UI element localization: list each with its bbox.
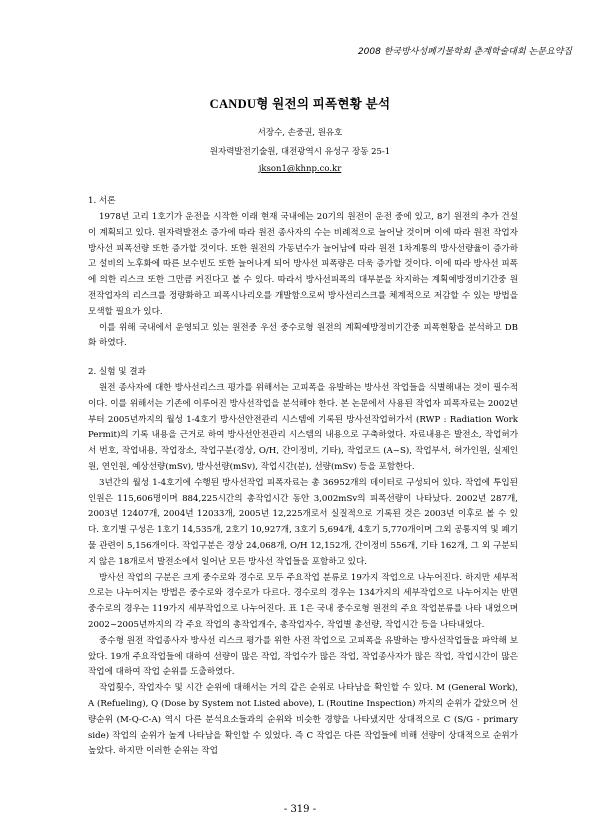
section-heading: 1. 서론 — [88, 196, 116, 206]
author-list: 서장수, 손중권, 원유호 — [257, 128, 343, 138]
section-intro-body — [88, 210, 518, 352]
section-heading-intro — [88, 194, 518, 210]
body-paragraph: 이를 위해 국내에서 운영되고 있는 원전중 우선 중수로형 원전의 계획예방정비기간중 피폭현황을 분석하고 DB화 하였다. — [88, 322, 518, 349]
body-paragraph: 작업횟수, 작업자수 및 시간 순위에 대해서는 거의 같은 순위로 나타남을 확인할 수 있다. M (General Work), A (Refueling), Q (Dose by System not Listed above), L (Routine Inspection) 까지의 순위가 같았으며 선량순위 (M-Q-C-A) 역시 다른 분석요소들과의 순위와 비슷한 경향을 나타냈지만 상대적으로 C (S/G - primary side) 작업의 순위가 높게 나타남을 확인할 수 있었다. 즉 C 작업은 다른 작업들에 비해 선량이 상대적으로 순위가 높았다. 하지만 이러한 순위는 작업 — [88, 683, 518, 757]
section-heading: 2. 실험 및 결과 — [88, 367, 146, 377]
body-paragraph: 1978년 고리 1호기가 운전을 시작한 이래 현재 국내에는 20기의 원전이 운전 중에 있고, 8기 원전의 추가 건설이 계획되고 있다. 원자력발전소 증가에 따라 원전 종사자의 수는 비례적으로 늘어날 것이며 이에 따라 원전 작업자 방사선 피폭선량 또한 증가할 것이다. 또한 원전의 가동년수가 늘어남에 따라 원전 1차계통의 방사선량율이 증가하고 설비의 노후화에 따른 보수빈도 또한 늘어나게 되어 방사선 피폭량은 더욱 증가할 것이다. 이에 따라 방사선 피폭에 의한 리스크 또한 그만큼 커진다고 볼 수 있다. 따라서 방사선피폭의 대부분을 차지하는 계획예방정비기간중 원전작업자의 리스크를 정량화하고 피폭시나리오를 개발함으로써 방사선리스크를 체계적으로 저감할 수 있는 방법을 모색할 필요가 있다. — [88, 212, 518, 317]
paper-title: CANDU형 원전의 피폭현황 분석 — [209, 97, 391, 111]
body-paragraph: 중수형 원전 작업종사자 방사선 리스크 평가를 위한 사전 작업으로 고피폭을 유발하는 방사선작업들을 파악해 보았다. 19개 주요작업들에 대하여 선량이 많은 작업, 작업수가 많은 작업, 작업종사자가 많은 작업, 작업시간이 많은 작업에 대하여 작업 순위를 도출하였다. — [88, 635, 518, 678]
section-heading-results — [88, 365, 518, 381]
section-results-body — [88, 381, 518, 760]
page-number: - 319 - — [283, 804, 317, 815]
body-paragraph: 방사선 작업의 구분은 크게 중수로와 경수로 모두 주요작업 분류로 19가지 작업으로 나누어진다. 하지만 세부적으로는 나누어지는 방법은 중수로와 경수로가 다르다. 경수로의 경우는 134가지의 세부작업으로 나누어지는 반면 중수로의 경우는 119가지 세부작업으로 나누어진다. 표 1은 국내 중수로형 원전의 주요 작업분류를 나타 내었으며 2002~2005년까지의 각 주요 작업의 총작업개수, 총작업자수, 작업별 총선량, 작업시간 등을 나타내었다. — [88, 572, 518, 630]
running-header: 2008 한국방사성폐기물학회 춘계학술대회 논문요약집 — [357, 47, 572, 57]
body-paragraph: 3년간의 월성 1-4호기에 수행된 방사선작업 피폭자료는 총 36952개의 데이터로 구성되어 있다. 작업에 투입된 인원은 115,606명이며 884,225시간의 총작업시간 동안 3,002mSv의 피폭선량이 나타났다. 2002년 287개, 2003년 12407개, 2004년 12033개, 2005년 12,225개로서 실질적으로 기록된 것은 2003년 이후로 볼 수 있다. 호기별 구성은 1호기 14,535개, 2호기 10,927개, 3호기 5,694개, 4호기 5,770개이며 그외 공통지역 및 폐기물 관련이 5,156개이다. 작업구분은 경상 24,068개, O/H 12,152개, 간이정비 556개, 기타 162개, 그 외 구분되지 않은 18개로서 발전소에서 일어난 모든 방사선 작업들을 포함하고 있다. — [88, 477, 518, 567]
author-email[interactable]: jkson1@khnp.co.kr — [258, 164, 342, 174]
affiliation: 원자력발전기술원, 대전광역시 유성구 장동 25-1 — [209, 147, 391, 157]
body-paragraph: 원전 종사자에 대한 방사선리스크 평가를 위해서는 고피폭을 유발하는 방사선 작업들을 식별해내는 것이 필수적이다. 이를 위해서는 기존에 이루어진 방사선작업을 분석해야 한다. 본 논문에서 사용된 작업자 피폭자료는 2002년부터 2005년까지의 월성 1-4호기 방사선안전관리 시스템에 기록된 방사선작업허가서 (RWP : Radiation Work Permit)의 기록 내용을 근거로 하여 방사선안전관리 시스템의 내용으로 구축하였다. 자료내용은 발전소, 작업허가서 번호, 작업내용, 작업장소, 작업구분(경상, O/H, 간이정비, 기타), 작업코드 (A~S), 작업부서, 허가인원, 실제인원, 연인원, 예상선량(mSv), 방사선량(mSv), 작업시간(분), 선량(mSv) 등을 포함한다. — [88, 383, 518, 472]
